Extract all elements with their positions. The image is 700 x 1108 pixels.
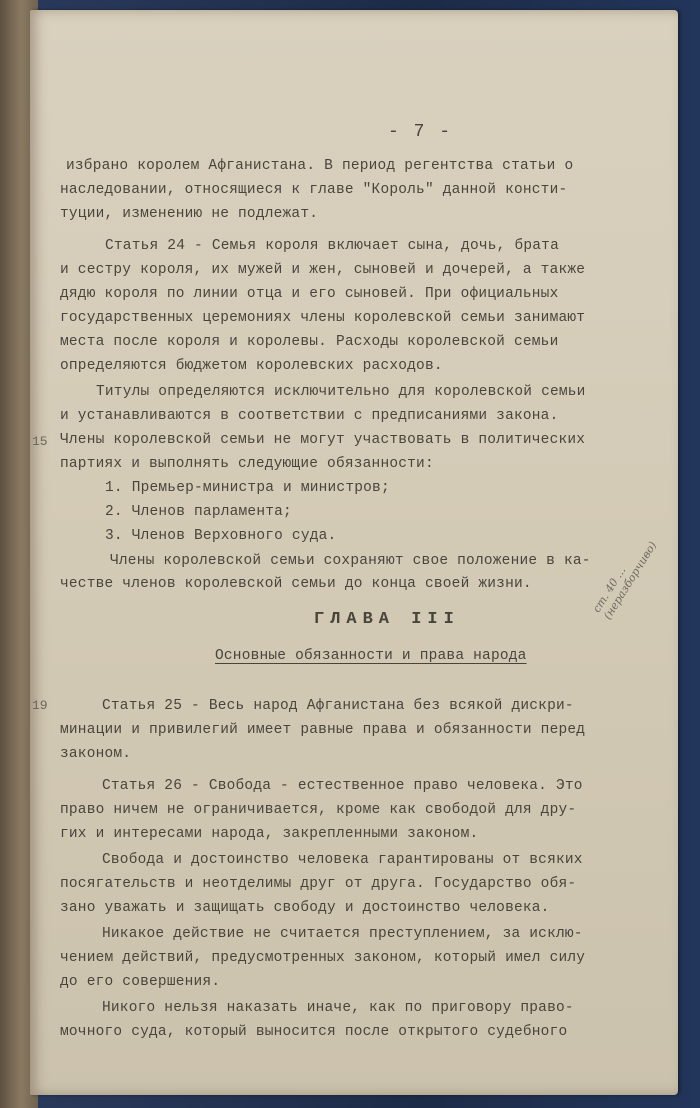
text-line: Титулы определяются исключительно для королевской семьи (96, 384, 586, 400)
text-line: и устанавливаются в соответствии с предписаниями закона. (60, 408, 559, 424)
text-line: гих и интересами народа, закрепленными законом. (60, 826, 479, 842)
text-line: Статья 24 - Семья короля включает сына, дочь, брата (105, 238, 559, 254)
list-item: 3. Членов Верховного суда. (105, 528, 337, 544)
text-line: посягательств и неотделимы друг от друга. Государство обя- (60, 876, 577, 892)
text-line: места после короля и королевы. Расходы королевской семьи (60, 334, 559, 350)
text-line: честве членов королевской семьи до конца своей жизни. (60, 576, 532, 592)
text-line: право ничем не ограничивается, кроме как свободой для дру- (60, 802, 577, 818)
document-page (30, 10, 678, 1095)
text-line: туции, изменению не подлежат. (60, 206, 319, 222)
text-line: Свобода и достоинство человека гарантированы от всяких (102, 852, 583, 868)
chapter-title: ГЛАВА III (314, 610, 460, 629)
list-item: 1. Премьер-министра и министров; (105, 480, 390, 496)
text-line: минации и привилегий имеет равные права и обязанности перед (60, 722, 586, 738)
text-line: чением действий, предусмотренных законом, который имел силу (60, 950, 586, 966)
text-line: законом. (60, 746, 132, 762)
chapter-subtitle: Основные обязанности и права народа (215, 648, 527, 664)
text-line: избрано королем Афганистана. В период регентства статьи о (66, 158, 574, 174)
text-line: Никакое действие не считается преступлением, за исклю- (102, 926, 583, 942)
text-line: Члены королевской семьи сохраняют свое положение в ка- (110, 553, 591, 569)
text-line: Никого нельзя наказать иначе, как по приговору право- (102, 1000, 574, 1016)
text-line: Члены королевской семьи не могут участвовать в политических (60, 432, 586, 448)
text-line: и сестру короля, их мужей и жен, сыновей и дочерей, а также (60, 262, 586, 278)
text-line: Статья 25 - Весь народ Афганистана без всякой дискри- (102, 698, 574, 714)
text-line: до его совершения. (60, 974, 221, 990)
text-line: дядю короля по линии отца и его сыновей. При официальных (60, 286, 559, 302)
text-line: определяются бюджетом королевских расходов. (60, 358, 443, 374)
text-line: наследовании, относящиеся к главе "Король" данной консти- (60, 182, 568, 198)
text-line: государственных церемониях члены королевской семьи занимают (60, 310, 586, 326)
text-line: Статья 26 - Свобода - естественное право человека. Это (102, 778, 583, 794)
text-line: партиях и выполнять следующие обязанности: (60, 456, 434, 472)
margin-mark: 19 (32, 698, 48, 713)
page-number: - 7 - (388, 122, 453, 142)
handwritten-annotation: ст. 40 ... (неразборчиво) (590, 539, 660, 622)
text-line: мочного суда, который выносится после открытого судебного (60, 1024, 568, 1040)
text-line: зано уважать и защищать свободу и достоинство человека. (60, 900, 550, 916)
list-item: 2. Членов парламента; (105, 504, 292, 520)
margin-mark: 15 (32, 434, 48, 449)
